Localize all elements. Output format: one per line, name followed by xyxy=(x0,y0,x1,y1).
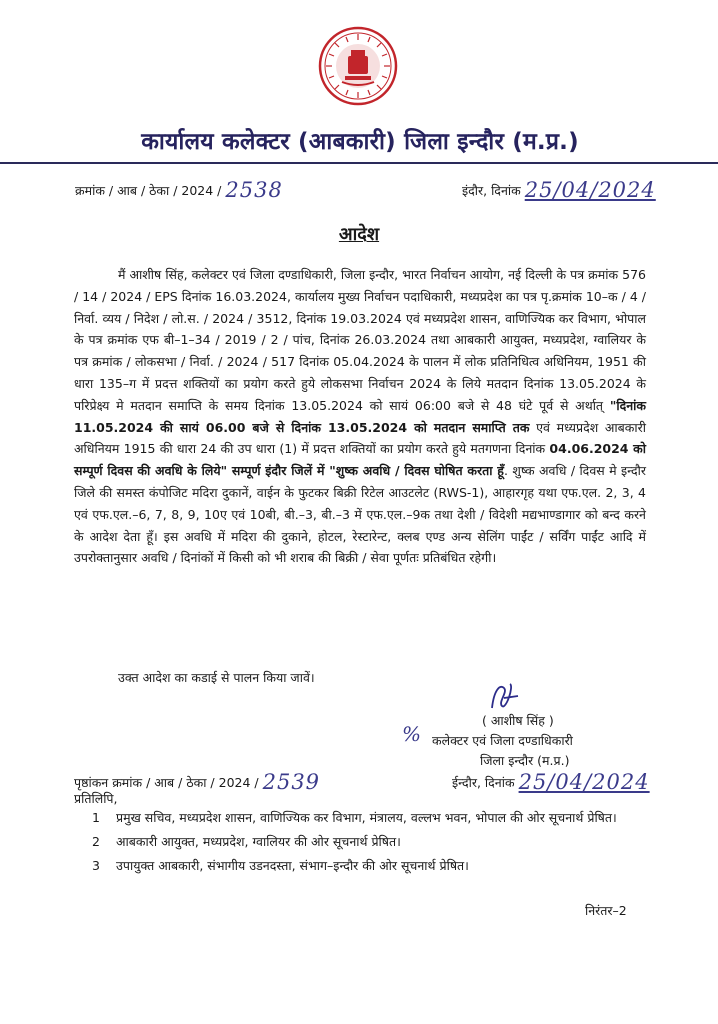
order-bold-counting-day: 04.06.2024 को सम्पूर्ण दिवस की अवधि के लिये" सम्पूर्ण इंदौर जिलें में "शुष्क अवधि / दिवस घोषित करता हूँ xyxy=(74,441,646,479)
government-emblem-icon xyxy=(318,26,398,106)
endorsement-date-value: 25/04/2024 xyxy=(518,770,650,794)
order-bold-dry-period: "दिनांक 11.05.2024 की सायं 06.00 बजे से दिनांक 13.05.2024 को मतदान समाप्ति तक xyxy=(74,397,646,435)
endorsement-date-prefix: ईन्दौर, दिनांक xyxy=(452,775,515,790)
header-divider xyxy=(0,162,718,164)
reference-prefix: क्रमांक / आब / ठेका / 2024 / xyxy=(75,183,222,198)
order-text-part-1: मैं आशीष सिंह, कलेक्टर एवं जिला दण्डाधिकारी, जिला इन्दौर, भारत निर्वाचन आयोग, नई दिल्ली के पत्र क्रमांक 576 / 14 / 2024 / EPS दिनांक 16.03.2024, कार्यालय मुख्य निर्वाचन पदाधिकारी, मध्यप्रदेश का पत्र पृ.क्रमांक 10–क / 4 / निर्वा. व्यय / निदेश / लो.स. / 2024 / 3512, दिनांक 19.03.2024 एवं मध्यप्रदेश शासन, वाणिज्यिक कर विभाग, भोपाल के पत्र क्रमांक एफ बी–1–34 / 2019 / 2 / पांच, दिनांक 26.03.2024 तथा आबकारी आयुक्त, मध्यप्रदेश, ग्वालियर के पत्र क्रमांक / लोकसभा / निर्वा. / 2024 / 517 दिनांक 05.04.2024 के पालन में लोक प्रतिनिधित्व अधिनियम, 1951 की धारा 135–ग में प्रदत्त शक्तियों का प्रयोग करते हुये लोकसभा निर्वाचन 2024 के लिये मतदान दिनांक 13.05.2024 के परिप्रेक्ष्य मे मतदान समाप्ति के समय दिनांक 13.05.2024 को सायं 06:00 बजे से 48 घंटे पूर्व से अर्थात् xyxy=(74,267,646,413)
signatory-name: ( आशीष सिंह ) xyxy=(482,713,554,728)
copy-recipient: प्रमुख सचिव, मध्यप्रदेश शासन, वाणिज्यिक कर विभाग, मंत्रालय, वल्लभ भवन, भोपाल की ओर सूचनार्थ प्रेषित। xyxy=(116,810,617,825)
list-item xyxy=(92,831,644,852)
copy-list xyxy=(92,807,644,879)
date-prefix: इंदौर, दिनांक xyxy=(462,183,521,198)
signatory-title: कलेक्टर एवं जिला दण्डाधिकारी xyxy=(432,733,573,748)
list-item xyxy=(92,855,644,876)
copy-number: 1 xyxy=(92,810,100,825)
list-item xyxy=(92,807,644,828)
date-value: 25/04/2024 xyxy=(524,178,656,202)
order-text-part-2: एवं मध्यप्रदेश आबकारी अधिनियम 1915 की धारा 24 की उप धारा (1) में प्रदत्त शक्तियों का प्रयोग करते हुये मतगणना दिनांक xyxy=(74,419,646,457)
order-date xyxy=(462,178,656,202)
order-reference xyxy=(75,178,283,202)
endorsement-date xyxy=(452,770,650,794)
copy-number: 3 xyxy=(92,858,100,873)
signature-slash-mark: % xyxy=(402,722,422,746)
order-heading: आदेश xyxy=(338,224,380,245)
compliance-line: उक्त आदेश का कडाई से पालन किया जावें। xyxy=(118,670,315,685)
copy-label: प्रतिलिपि, xyxy=(74,791,118,806)
endorsement-prefix: पृष्ठांकन क्रमांक / आब / ठेका / 2024 / xyxy=(74,775,259,790)
order-text-part-3: . शुष्क अवधि / दिवस मे इन्दौर जिले की समस्त कंपोजिट मदिरा दुकानें, वाईन के फुटकर बिक्री रिटेल आउटलेट (RWS-1), आहारगृह यथा एफ.एल. 2, 3, 4 एवं एफ.एल.–6, 7, 8, 9, 10ए एवं 10बी, बी.–3, बी.–3 में एफ.एल.–9क तथा देशी / विदेशी मद्यभाण्डागार को बन्द करने के आदेश देता हूँ। इस अवधि में मदिरा की दुकाने, होटल, रेस्टारेन्ट, क्लब एण्ड अन्य सेलिंग पाईंट / सर्विंग पाईंट आदि में उपरोक्तानुसार अवधि / दिनांकों में किसी को भी शराब की बिक्री / सेवा पूर्णतः प्रतिबंधित रहेगी। xyxy=(74,463,647,566)
signature-icon xyxy=(484,680,528,714)
office-title: कार्यालय कलेक्टर (आबकारी) जिला इन्दौर (म.प्र.) xyxy=(141,129,579,155)
order-body xyxy=(74,264,646,569)
copy-recipient: आबकारी आयुक्त, मध्यप्रदेश, ग्वालियर की ओर सूचनार्थ प्रेषित। xyxy=(116,834,401,849)
signatory-district: जिला इन्दौर (म.प्र.) xyxy=(480,753,570,768)
continued-marker: निरंतर–2 xyxy=(585,903,627,918)
reference-number: 2538 xyxy=(225,178,283,202)
copy-recipient: उपायुक्त आबकारी, संभागीय उडनदस्ता, संभाग–इन्दौर की ओर सूचनार्थ प्रेषित। xyxy=(116,858,469,873)
copy-number: 2 xyxy=(92,834,100,849)
endorsement-number: 2539 xyxy=(262,770,321,794)
